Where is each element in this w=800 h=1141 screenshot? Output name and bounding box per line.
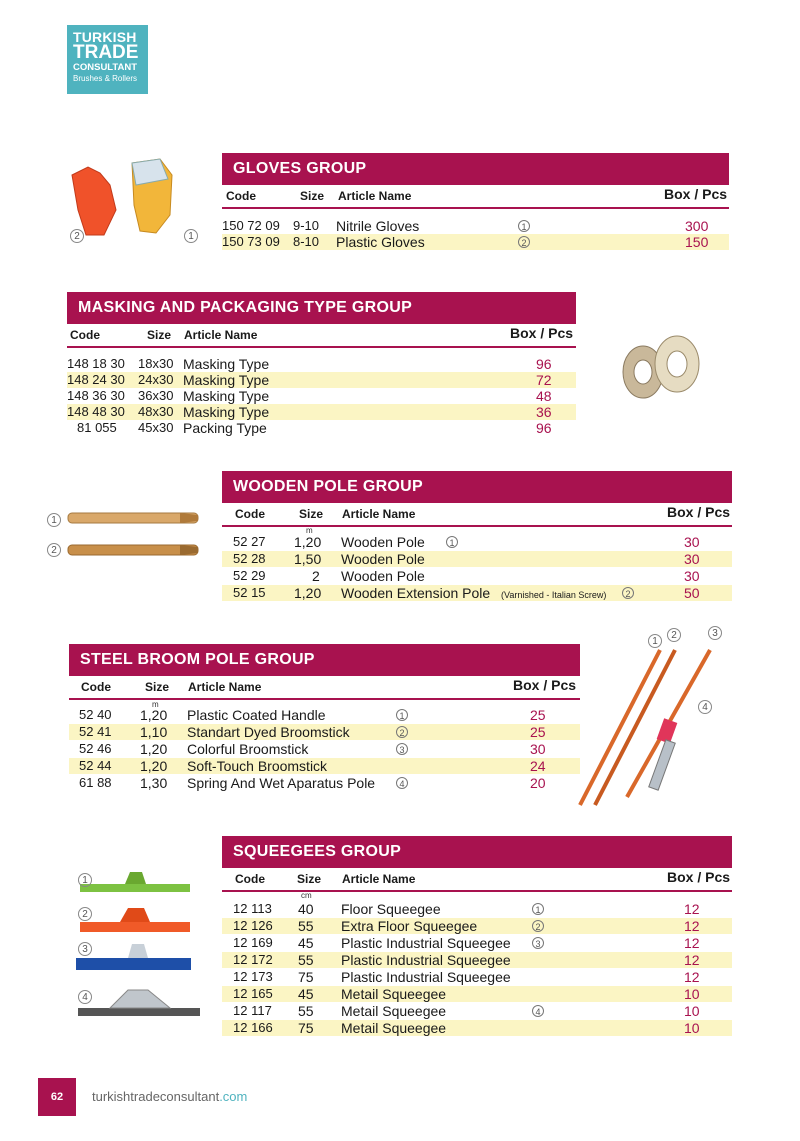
row-box: 96 bbox=[536, 356, 552, 372]
row-code: 52 44 bbox=[79, 758, 112, 773]
row-box: 10 bbox=[684, 1020, 700, 1036]
broom-poles-image bbox=[565, 625, 735, 820]
row-size: 40 bbox=[298, 901, 314, 917]
gloves-group-title: GLOVES GROUP bbox=[222, 153, 729, 185]
row-size: 75 bbox=[298, 969, 314, 985]
row-article: Plastic Industrial Squeegee bbox=[341, 935, 511, 951]
row-marker: 3 bbox=[396, 743, 408, 755]
row-code: 52 40 bbox=[79, 707, 112, 722]
row-box: 20 bbox=[530, 775, 546, 791]
squeegee-callout-4: 4 bbox=[78, 990, 92, 1004]
header-code: Code bbox=[235, 507, 265, 521]
gloves-group bbox=[222, 153, 732, 253]
tape-rolls-image bbox=[615, 330, 705, 410]
table-row bbox=[222, 551, 732, 567]
row-marker: 4 bbox=[396, 777, 408, 789]
row-size: 45 bbox=[298, 986, 314, 1002]
header-size: Size bbox=[300, 189, 325, 203]
header-box: Box / Pcs bbox=[664, 186, 728, 202]
row-size: 55 bbox=[298, 952, 314, 968]
row-article: Wooden Pole bbox=[341, 534, 425, 550]
row-code: 12 169 bbox=[233, 935, 273, 950]
row-box: 12 bbox=[684, 935, 700, 951]
logo-line-2: TRADE bbox=[73, 42, 139, 63]
table-row bbox=[69, 741, 580, 757]
row-size: 18x30 bbox=[138, 356, 174, 371]
row-box: 25 bbox=[530, 707, 546, 723]
row-code: 148 48 30 bbox=[67, 404, 125, 419]
row-size: 1,20 bbox=[294, 534, 322, 550]
row-box: 150 bbox=[685, 234, 709, 250]
header-code: Code bbox=[235, 872, 265, 886]
row-box: 30 bbox=[684, 551, 700, 567]
row-code: 52 41 bbox=[79, 724, 112, 739]
logo-line-4: Brushes & Rollers bbox=[73, 74, 138, 83]
header-article: Article Name bbox=[342, 507, 416, 521]
table-row bbox=[222, 1003, 732, 1019]
row-box: 30 bbox=[530, 741, 546, 757]
row-size: 9-10 bbox=[293, 218, 320, 233]
row-code: 12 166 bbox=[233, 1020, 273, 1035]
row-size: 8-10 bbox=[293, 234, 320, 249]
row-marker: 2 bbox=[622, 587, 634, 599]
size-unit: cm bbox=[301, 891, 312, 900]
table-row bbox=[222, 952, 732, 968]
row-box: 48 bbox=[536, 388, 552, 404]
row-size: 24x30 bbox=[138, 372, 174, 387]
row-article: Metail Squeegee bbox=[341, 1020, 447, 1036]
steel-callout-2: 2 bbox=[667, 628, 681, 642]
wooden-callout-2: 2 bbox=[47, 543, 61, 557]
header-size: Size bbox=[299, 507, 324, 521]
row-code: 12 126 bbox=[233, 918, 273, 933]
row-size: 1,20 bbox=[140, 741, 168, 757]
row-code: 148 24 30 bbox=[67, 372, 125, 387]
row-size: 48x30 bbox=[138, 404, 174, 419]
row-code: 12 173 bbox=[233, 969, 273, 984]
row-article: Floor Squeegee bbox=[341, 901, 441, 917]
table-row bbox=[69, 707, 580, 723]
row-code: 148 36 30 bbox=[67, 388, 125, 403]
row-code: 52 15 bbox=[233, 585, 266, 600]
header-divider bbox=[222, 890, 732, 892]
table-row bbox=[67, 372, 576, 388]
row-code: 52 46 bbox=[79, 741, 112, 756]
row-box: 12 bbox=[684, 952, 700, 968]
header-article: Article Name bbox=[338, 189, 412, 203]
header-size: Size bbox=[297, 872, 322, 886]
row-article: Wooden Pole bbox=[341, 551, 425, 567]
row-article: Masking Type bbox=[183, 356, 270, 372]
squeegee-callout-1: 1 bbox=[78, 873, 92, 887]
table-row bbox=[67, 356, 576, 372]
steel-callout-4: 4 bbox=[698, 700, 712, 714]
table-row bbox=[222, 969, 732, 985]
logo-line-1: TURKISH bbox=[73, 29, 137, 45]
header-code: Code bbox=[226, 189, 256, 203]
row-article: Metail Squeegee bbox=[341, 986, 447, 1002]
row-article: Metail Squeegee bbox=[341, 1003, 447, 1019]
table-row bbox=[69, 758, 580, 774]
row-article: Masking Type bbox=[183, 404, 270, 420]
row-size: 36x30 bbox=[138, 388, 174, 403]
row-size: 1,10 bbox=[140, 724, 168, 740]
row-size: 55 bbox=[298, 1003, 314, 1019]
row-code: 52 27 bbox=[233, 534, 266, 549]
row-marker: 2 bbox=[532, 920, 544, 932]
row-code: 52 28 bbox=[233, 551, 266, 566]
table-row bbox=[222, 935, 732, 951]
table-row bbox=[222, 585, 732, 601]
row-box: 10 bbox=[684, 1003, 700, 1019]
wooden-pole-group bbox=[222, 471, 734, 606]
wooden-callout-1: 1 bbox=[47, 513, 61, 527]
row-box: 30 bbox=[684, 568, 700, 584]
row-size: 1,20 bbox=[140, 707, 168, 723]
row-size: 1,20 bbox=[140, 758, 168, 774]
row-marker: 2 bbox=[396, 726, 408, 738]
row-article: Wooden Pole bbox=[341, 568, 425, 584]
row-size: 1,30 bbox=[140, 775, 168, 791]
steel-broom-pole-group bbox=[69, 644, 581, 804]
row-article: Wooden Extension Pole bbox=[341, 585, 491, 601]
squeegee-callout-2: 2 bbox=[78, 907, 92, 921]
row-box: 30 bbox=[684, 534, 700, 550]
table-row bbox=[222, 901, 732, 917]
header-size: Size bbox=[145, 680, 170, 694]
header-size: Size bbox=[147, 328, 172, 342]
row-box: 50 bbox=[684, 585, 700, 601]
row-code: 12 117 bbox=[233, 1003, 272, 1018]
steel-callout-3: 3 bbox=[708, 626, 722, 640]
row-code: 150 72 09 bbox=[222, 218, 280, 233]
row-size: 1,20 bbox=[294, 585, 322, 601]
row-marker: 1 bbox=[518, 220, 530, 232]
header-article: Article Name bbox=[342, 872, 416, 886]
size-unit: m bbox=[306, 526, 313, 535]
size-unit: m bbox=[152, 700, 159, 709]
header-divider bbox=[69, 698, 580, 700]
header-code: Code bbox=[70, 328, 100, 342]
row-box: 300 bbox=[685, 218, 709, 234]
table-row bbox=[222, 568, 732, 584]
gloves-callout-2: 2 bbox=[70, 229, 84, 243]
table-row bbox=[67, 420, 576, 436]
row-article: Nitrile Gloves bbox=[336, 218, 420, 234]
row-box: 24 bbox=[530, 758, 546, 774]
squeegees-group-title: SQUEEGEES GROUP bbox=[222, 836, 732, 868]
row-article: Packing Type bbox=[183, 420, 267, 436]
row-code: 12 113 bbox=[233, 901, 272, 916]
row-marker: 3 bbox=[532, 937, 544, 949]
header-box: Box / Pcs bbox=[667, 504, 731, 520]
header-box: Box / Pcs bbox=[667, 869, 731, 885]
squeegees-group bbox=[222, 836, 734, 1036]
row-code: 150 73 09 bbox=[222, 234, 280, 249]
row-code: 61 88 bbox=[79, 775, 112, 790]
page-number: 62 bbox=[38, 1078, 76, 1116]
row-code: 148 18 30 bbox=[67, 356, 125, 371]
row-code: 12 165 bbox=[233, 986, 273, 1001]
footer-website-link[interactable] bbox=[92, 1089, 247, 1104]
row-article: Colorful Broomstick bbox=[187, 741, 309, 757]
row-code: 52 29 bbox=[233, 568, 266, 583]
header-article: Article Name bbox=[184, 328, 258, 342]
row-article: Standart Dyed Broomstick bbox=[187, 724, 350, 740]
row-article: Extra Floor Squeegee bbox=[341, 918, 478, 934]
row-marker: 1 bbox=[446, 536, 458, 548]
row-marker: 1 bbox=[396, 709, 408, 721]
header-divider bbox=[222, 207, 729, 209]
masking-group bbox=[67, 292, 577, 452]
row-code: 12 172 bbox=[233, 952, 273, 967]
table-row bbox=[222, 218, 729, 234]
row-box: 12 bbox=[684, 969, 700, 985]
row-article: Soft-Touch Broomstick bbox=[187, 758, 328, 774]
header-article: Article Name bbox=[188, 680, 262, 694]
row-note: (Varnished - Italian Screw) bbox=[501, 590, 607, 600]
row-article: Spring And Wet Aparatus Pole bbox=[187, 775, 376, 791]
row-code: 81 055 bbox=[77, 420, 117, 435]
row-article: Plastic Coated Handle bbox=[187, 707, 326, 723]
steel-group-title: STEEL BROOM POLE GROUP bbox=[69, 644, 580, 676]
row-box: 25 bbox=[530, 724, 546, 740]
row-size: 1,50 bbox=[294, 551, 322, 567]
table-row bbox=[67, 388, 576, 404]
table-row bbox=[222, 918, 732, 934]
squeegee-callout-3: 3 bbox=[78, 942, 92, 956]
row-size: 55 bbox=[298, 918, 314, 934]
logo-line-3: CONSULTANT bbox=[73, 62, 138, 73]
row-size: 2 bbox=[312, 568, 320, 584]
header-box: Box / Pcs bbox=[510, 325, 574, 341]
row-box: 96 bbox=[536, 420, 552, 436]
footer-url-main: turkishtradeconsultant bbox=[92, 1089, 220, 1104]
header-divider bbox=[222, 525, 732, 527]
wooden-group-title: WOODEN POLE GROUP bbox=[222, 471, 732, 503]
gloves-image bbox=[60, 155, 190, 240]
table-row bbox=[222, 234, 729, 250]
row-article: Plastic Industrial Squeegee bbox=[341, 969, 511, 985]
row-size: 45 bbox=[298, 935, 314, 951]
row-box: 36 bbox=[536, 404, 552, 420]
gloves-callout-1: 1 bbox=[184, 229, 198, 243]
table-row bbox=[67, 404, 576, 420]
row-article: Plastic Industrial Squeegee bbox=[341, 952, 511, 968]
table-row bbox=[69, 724, 580, 740]
row-box: 12 bbox=[684, 918, 700, 934]
row-marker: 1 bbox=[532, 903, 544, 915]
table-row bbox=[222, 986, 732, 1002]
row-marker: 2 bbox=[518, 236, 530, 248]
table-row bbox=[222, 534, 732, 550]
row-box: 10 bbox=[684, 986, 700, 1002]
row-size: 75 bbox=[298, 1020, 314, 1036]
table-row bbox=[222, 1020, 732, 1036]
row-box: 72 bbox=[536, 372, 552, 388]
footer-url-tld: .com bbox=[219, 1089, 248, 1104]
row-article: Plastic Gloves bbox=[336, 234, 425, 250]
row-article: Masking Type bbox=[183, 388, 270, 404]
row-box: 12 bbox=[684, 901, 700, 917]
brand-logo bbox=[67, 25, 148, 94]
header-box: Box / Pcs bbox=[513, 677, 577, 693]
table-row bbox=[69, 775, 580, 791]
wooden-poles-image bbox=[60, 505, 210, 565]
steel-callout-1: 1 bbox=[648, 634, 662, 648]
header-code: Code bbox=[81, 680, 111, 694]
masking-group-title: MASKING AND PACKAGING TYPE GROUP bbox=[67, 292, 576, 324]
row-article: Masking Type bbox=[183, 372, 270, 388]
header-divider bbox=[67, 346, 576, 348]
row-marker: 4 bbox=[532, 1005, 544, 1017]
row-size: 45x30 bbox=[138, 420, 174, 435]
